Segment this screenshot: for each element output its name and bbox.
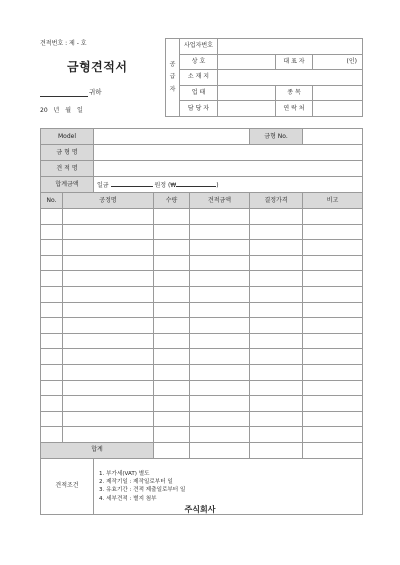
item-final-price-cell[interactable] bbox=[250, 302, 303, 318]
sum-final-price[interactable] bbox=[250, 442, 303, 458]
item-qty-cell[interactable] bbox=[154, 349, 190, 365]
item-process-cell[interactable] bbox=[63, 380, 154, 396]
total-suffix: ) bbox=[216, 181, 219, 189]
biz-item-label: 종 목 bbox=[276, 85, 313, 101]
sum-label: 합계 bbox=[41, 442, 154, 458]
item-no-cell[interactable] bbox=[41, 411, 63, 427]
item-row bbox=[41, 333, 363, 349]
total-prefix: 일금 bbox=[97, 181, 109, 189]
item-no-cell[interactable] bbox=[41, 380, 63, 396]
item-no-cell[interactable] bbox=[41, 333, 63, 349]
item-process-cell[interactable] bbox=[63, 427, 154, 443]
contact-field[interactable] bbox=[313, 101, 363, 117]
item-remarks-cell[interactable] bbox=[303, 411, 363, 427]
item-quote-price-cell[interactable] bbox=[190, 411, 250, 427]
item-no-cell[interactable] bbox=[41, 427, 63, 443]
manager-field[interactable] bbox=[218, 101, 276, 117]
item-remarks-cell[interactable] bbox=[303, 427, 363, 443]
item-no-cell[interactable] bbox=[41, 209, 63, 225]
item-final-price-cell[interactable] bbox=[250, 349, 303, 365]
total-amount-label: 합계금액 bbox=[41, 177, 94, 193]
item-no-cell[interactable] bbox=[41, 364, 63, 380]
mold-name-label: 금 형 명 bbox=[41, 145, 94, 161]
item-quote-price-cell[interactable] bbox=[190, 427, 250, 443]
item-quote-price-cell[interactable] bbox=[190, 318, 250, 334]
supplier-side-char: 급 bbox=[169, 73, 176, 81]
item-row bbox=[41, 271, 363, 287]
item-remarks-cell[interactable] bbox=[303, 271, 363, 287]
col-remarks: 비고 bbox=[303, 193, 363, 209]
item-qty-cell[interactable] bbox=[154, 302, 190, 318]
item-quote-price-cell[interactable] bbox=[190, 396, 250, 412]
company-name-field[interactable] bbox=[218, 54, 276, 70]
quote-name-label: 견 적 명 bbox=[41, 161, 94, 177]
item-quote-price-cell[interactable] bbox=[190, 349, 250, 365]
total-korean-blank[interactable] bbox=[111, 181, 153, 187]
item-qty-cell[interactable] bbox=[154, 271, 190, 287]
item-quote-price-cell[interactable] bbox=[190, 224, 250, 240]
item-final-price-cell[interactable] bbox=[250, 240, 303, 256]
item-qty-cell[interactable] bbox=[154, 396, 190, 412]
supplier-side-label bbox=[166, 39, 180, 117]
item-process-cell[interactable] bbox=[63, 271, 154, 287]
item-row bbox=[41, 224, 363, 240]
item-qty-cell[interactable] bbox=[154, 209, 190, 225]
biz-type-field[interactable] bbox=[218, 85, 276, 101]
item-qty-cell[interactable] bbox=[154, 380, 190, 396]
item-qty-cell[interactable] bbox=[154, 286, 190, 302]
quote-name-field[interactable] bbox=[94, 161, 363, 177]
item-process-cell[interactable] bbox=[63, 333, 154, 349]
item-quote-price-cell[interactable] bbox=[190, 333, 250, 349]
item-row bbox=[41, 302, 363, 318]
item-remarks-cell[interactable] bbox=[303, 240, 363, 256]
reg-no-field[interactable] bbox=[218, 39, 363, 55]
item-process-cell[interactable] bbox=[63, 286, 154, 302]
item-quote-price-cell[interactable] bbox=[190, 209, 250, 225]
mold-no-label: 금형 No. bbox=[250, 129, 303, 145]
item-qty-cell[interactable] bbox=[154, 240, 190, 256]
item-row bbox=[41, 427, 363, 443]
condition-item: 2. 제작기일 : 제작일로부터 일 bbox=[99, 479, 173, 486]
item-process-cell[interactable] bbox=[63, 396, 154, 412]
col-no: No. bbox=[41, 193, 63, 209]
item-row bbox=[41, 364, 363, 380]
item-process-cell[interactable] bbox=[63, 411, 154, 427]
mold-name-field[interactable] bbox=[94, 145, 363, 161]
col-process: 공정명 bbox=[63, 193, 154, 209]
item-qty-cell[interactable] bbox=[154, 411, 190, 427]
item-final-price-cell[interactable] bbox=[250, 318, 303, 334]
item-no-cell[interactable] bbox=[41, 240, 63, 256]
item-final-price-cell[interactable] bbox=[250, 255, 303, 271]
supplier-table bbox=[165, 38, 363, 117]
item-remarks-cell[interactable] bbox=[303, 349, 363, 365]
item-row bbox=[41, 411, 363, 427]
item-remarks-cell[interactable] bbox=[303, 302, 363, 318]
item-final-price-cell[interactable] bbox=[250, 396, 303, 412]
conditions-label: 견적조건 bbox=[41, 458, 94, 514]
item-qty-cell[interactable] bbox=[154, 333, 190, 349]
item-qty-cell[interactable] bbox=[154, 224, 190, 240]
total-amount-field[interactable] bbox=[94, 177, 363, 193]
item-remarks-cell[interactable] bbox=[303, 224, 363, 240]
supplier-side-char: 공 bbox=[169, 60, 176, 68]
item-final-price-cell[interactable] bbox=[250, 364, 303, 380]
col-qty: 수량 bbox=[154, 193, 190, 209]
total-mid: 원정 (₩ bbox=[154, 181, 177, 189]
item-process-cell[interactable] bbox=[63, 302, 154, 318]
recipient-field[interactable] bbox=[40, 96, 88, 97]
condition-item: 4. 세부견적 : 별지 첨부 bbox=[99, 495, 157, 502]
item-final-price-cell[interactable] bbox=[250, 380, 303, 396]
item-process-cell[interactable] bbox=[63, 318, 154, 334]
item-quote-price-cell[interactable] bbox=[190, 286, 250, 302]
item-quote-price-cell[interactable] bbox=[190, 302, 250, 318]
biz-type-label: 업 태 bbox=[180, 85, 218, 101]
item-row bbox=[41, 286, 363, 302]
item-remarks-cell[interactable] bbox=[303, 209, 363, 225]
item-no-cell[interactable] bbox=[41, 224, 63, 240]
item-row bbox=[41, 209, 363, 225]
item-process-cell[interactable] bbox=[63, 364, 154, 380]
item-row bbox=[41, 380, 363, 396]
item-qty-cell[interactable] bbox=[154, 364, 190, 380]
ceo-label: 대 표 자 bbox=[276, 54, 313, 70]
item-process-cell[interactable] bbox=[63, 349, 154, 365]
item-row bbox=[41, 396, 363, 412]
company-name-label: 상 호 bbox=[180, 54, 218, 70]
item-final-price-cell[interactable] bbox=[250, 411, 303, 427]
contact-label: 연 락 처 bbox=[276, 101, 313, 117]
condition-item: 3. 유효기간 : 견적 제출일로부터 일 bbox=[99, 487, 186, 494]
document-title: 금형견적서 bbox=[67, 60, 128, 74]
item-no-cell[interactable] bbox=[41, 396, 63, 412]
item-process-cell[interactable] bbox=[63, 209, 154, 225]
item-remarks-cell[interactable] bbox=[303, 396, 363, 412]
item-process-cell[interactable] bbox=[63, 240, 154, 256]
condition-item: 1. 부가세(VAT) 별도 bbox=[99, 471, 150, 478]
sum-remarks[interactable] bbox=[303, 442, 363, 458]
issue-date: 20 년 월 일 bbox=[40, 107, 83, 114]
item-no-cell[interactable] bbox=[41, 286, 63, 302]
item-final-price-cell[interactable] bbox=[250, 333, 303, 349]
item-row bbox=[41, 240, 363, 256]
item-quote-price-cell[interactable] bbox=[190, 255, 250, 271]
recipient-suffix: 귀하 bbox=[89, 88, 102, 96]
col-final-price: 결정가격 bbox=[250, 193, 303, 209]
model-label: Model bbox=[41, 129, 94, 145]
item-process-cell[interactable] bbox=[63, 224, 154, 240]
address-field[interactable] bbox=[218, 70, 363, 86]
item-quote-price-cell[interactable] bbox=[190, 380, 250, 396]
model-field[interactable] bbox=[94, 129, 250, 145]
item-no-cell[interactable] bbox=[41, 318, 63, 334]
address-label: 소 재 지 bbox=[180, 70, 218, 86]
total-number-blank[interactable] bbox=[176, 181, 219, 189]
ceo-seal[interactable]: (인) bbox=[313, 54, 363, 70]
item-no-cell[interactable] bbox=[41, 302, 63, 318]
item-no-cell[interactable] bbox=[41, 271, 63, 287]
quote-form-table bbox=[40, 128, 363, 515]
item-qty-cell[interactable] bbox=[154, 427, 190, 443]
sum-qty[interactable] bbox=[154, 442, 190, 458]
item-remarks-cell[interactable] bbox=[303, 255, 363, 271]
item-remarks-cell[interactable] bbox=[303, 333, 363, 349]
manager-label: 담 당 자 bbox=[180, 101, 218, 117]
company-name-footer: 주식회사 bbox=[184, 505, 216, 514]
item-process-cell[interactable] bbox=[63, 255, 154, 271]
sum-quote-price[interactable] bbox=[190, 442, 250, 458]
supplier-side-char: 자 bbox=[169, 85, 176, 93]
item-row bbox=[41, 318, 363, 334]
item-final-price-cell[interactable] bbox=[250, 427, 303, 443]
item-final-price-cell[interactable] bbox=[250, 271, 303, 287]
col-quote-price: 견적금액 bbox=[190, 193, 250, 209]
item-quote-price-cell[interactable] bbox=[190, 240, 250, 256]
item-quote-price-cell[interactable] bbox=[190, 364, 250, 380]
item-final-price-cell[interactable] bbox=[250, 224, 303, 240]
reg-no-label: 사업자번호 bbox=[180, 39, 218, 55]
item-remarks-cell[interactable] bbox=[303, 286, 363, 302]
item-row bbox=[41, 349, 363, 365]
item-quote-price-cell[interactable] bbox=[190, 271, 250, 287]
item-remarks-cell[interactable] bbox=[303, 380, 363, 396]
item-qty-cell[interactable] bbox=[154, 255, 190, 271]
item-final-price-cell[interactable] bbox=[250, 209, 303, 225]
item-qty-cell[interactable] bbox=[154, 318, 190, 334]
item-final-price-cell[interactable] bbox=[250, 286, 303, 302]
item-no-cell[interactable] bbox=[41, 349, 63, 365]
item-remarks-cell[interactable] bbox=[303, 364, 363, 380]
item-no-cell[interactable] bbox=[41, 255, 63, 271]
mold-no-field[interactable] bbox=[303, 129, 363, 145]
item-remarks-cell[interactable] bbox=[303, 318, 363, 334]
biz-item-field[interactable] bbox=[313, 85, 363, 101]
quote-number: 견적번호 : 제 - 호 bbox=[40, 40, 87, 47]
item-row bbox=[41, 255, 363, 271]
